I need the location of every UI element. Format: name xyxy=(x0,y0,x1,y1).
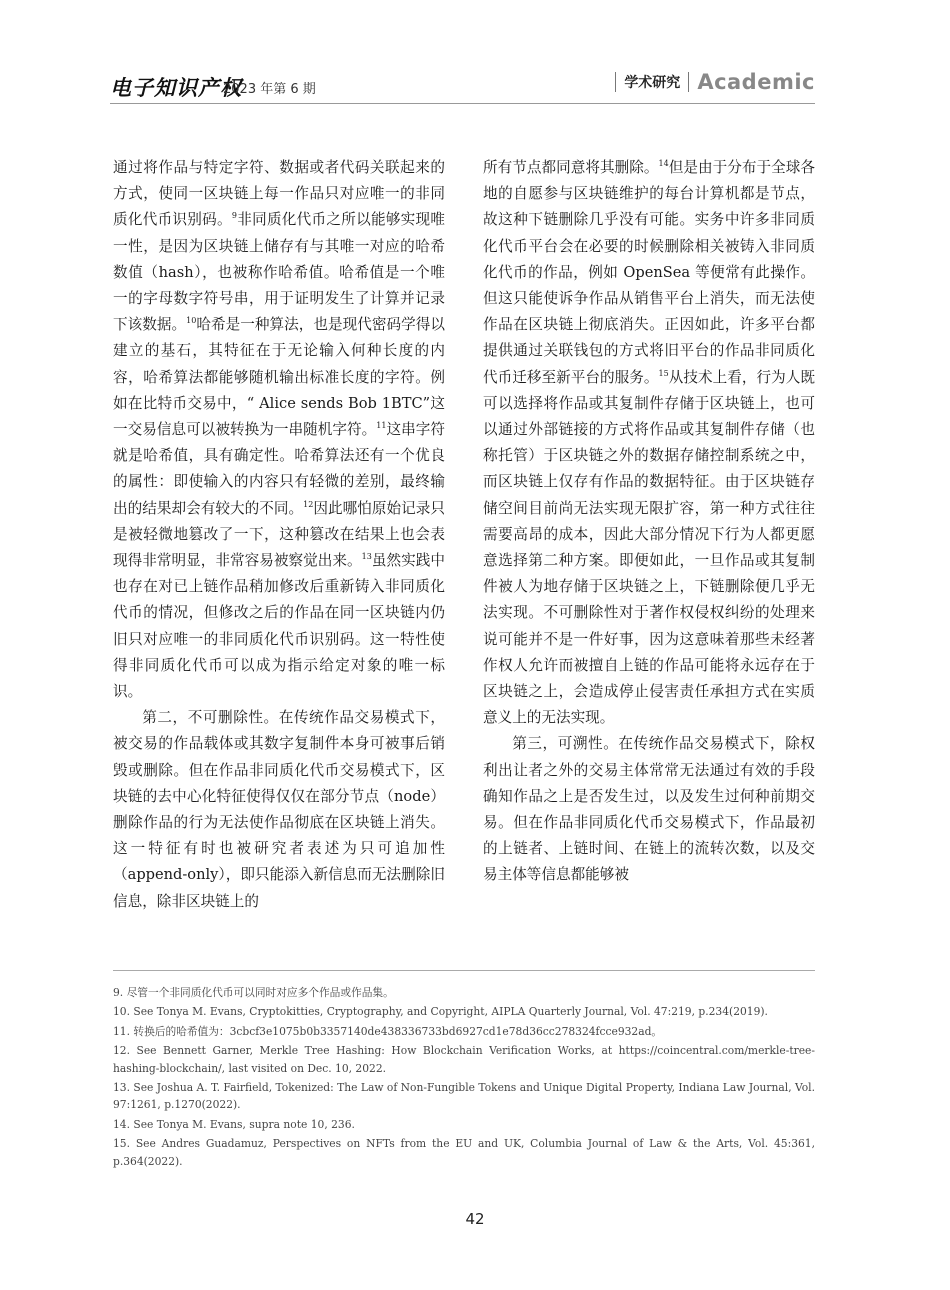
right-paragraph-2: 第三，可溯性。在传统作品交易模式下，除权利出让者之外的交易主体常常无法通过有效的手段确知作品之上是否发生过，以及发生过何种前期交易。但在作品非同质化代币交易模式下，作品最初的上链者、上链时间、在链上的流转次数，以及交易主体等信息都能够被 xyxy=(483,735,815,884)
body-text: 所有节点都同意将其删除。 xyxy=(483,159,659,176)
footnote-ref: 15 xyxy=(658,368,669,378)
body-text: 通过将作品与特定字符、数据或者代码关联起来的方式，使同一区块链上每一作品只对应唯一的非同质化代币识别码。 xyxy=(113,159,445,229)
body-text: 从技术上看，行为人既可以选择将作品或其复制件存储于区块链上，也可以通过外部链接的方式将作品或其复制件存储（也称托管）于区块链之外的数据存储控制系统之中，而区块链上仅存有作品的数据特征。由于区块链存储空间目前尚无法实现无限扩容，第一种方式往往需要高昂的成本，因此大部分情况下行为人都更愿意选择第二种方案。即便如此，一旦作品或其复制件被人为地存储于区块链之上，下链删除便几乎无法实现。不可删除性对于著作权侵权纠纷的处理来说可能并不是一件好事，因为这意味着那些未经著作权人允许而被擅自上链的作品可能将永远存在于区块链之上，会造成停止侵害责任承担方式在实质意义上的无法实现。 xyxy=(483,368,815,727)
left-paragraph-2: 第二，不可删除性。在传统作品交易模式下，被交易的作品载体或其数字复制件本身可被事后销毁或删除。但在作品非同质化代币交易模式下，区块链的去中心化特征使得仅仅在部分节点（node）删除作品的行为无法使作品彻底在区块链上消失。这一特征有时也被研究者表述为只可追加性（append-only），即只能添入新信息而无法删除旧信息，除非区块链上的 xyxy=(113,709,445,910)
page-number: 42 xyxy=(465,1210,485,1228)
footnote: 12. See Bennett Garner, Merkle Tree Hashing: How Blockchain Verification Works, at https://coincentral.com/merkle-tree-hashing-blockchain/, last visited on Dec. 10, 2022. xyxy=(113,1044,815,1075)
right-paragraph-1 xyxy=(483,155,815,731)
journal-logo: 电子知识产权 xyxy=(110,75,242,100)
footnote-ref: 10 xyxy=(186,316,197,326)
body-text: 哈希是一种算法，也是现代密码学得以建立的基石，其特征在于无论输入何种长度的内容，哈希算法都能够随机输出标准长度的字符。例如在比特币交易中，“ Alice sends Bob 1BTC”这一交易信息可以被转换为一串随机字符。 xyxy=(113,316,445,439)
footnote: 11. 转换后的哈希值为：3cbcf3e1075b0b3357140de438336733bd6927cd1e78d36cc278324fcce932ad。 xyxy=(113,1024,663,1038)
section-label-group xyxy=(607,70,815,94)
page-header xyxy=(110,70,815,100)
section-label: 学术研究 xyxy=(624,75,681,91)
left-paragraph-1 xyxy=(113,155,445,705)
footnote: 14. See Tonya M. Evans, supra note 10, 236. xyxy=(113,1117,355,1131)
body-text: 非同质化代币之所以能够实现唯一性，是因为区块链上储存有与其唯一对应的哈希数值（hash），也被称作哈希值。哈希值是一个唯一的字母数字符号串，用于证明发生了计算并记录下该数据。 xyxy=(113,211,445,334)
body-text: 但是由于分布于全球各地的自愿参与区块链维护的每台计算机都是节点，故这种下链删除几乎没有可能。实务中许多非同质化代币平台会在必要的时候删除相关被铸入非同质化代币的作品，例如 OpenSea 等便常有此操作。但这只能使诉争作品从销售平台上消失，而无法使作品在区块链上彻底消失。正因如此，许多平台都提供通过关联钱包的方式将旧平台的作品非同质化代币迁移至新平台的服务。 xyxy=(483,159,815,386)
footnote: 13. See Joshua A. T. Fairfield, Tokenized: The Law of Non-Fungible Tokens and Unique Digital Property, Indiana Law Journal, Vol. 97:1261, p.1270(2022). xyxy=(113,1081,815,1112)
footnote-ref: 11 xyxy=(376,421,387,431)
right-column xyxy=(483,155,815,889)
divider xyxy=(615,72,616,92)
footnote-ref: 13 xyxy=(361,552,372,562)
section-label-en: Academic xyxy=(697,70,815,94)
footnote: 9. 尽管一个非同质化代币可以同时对应多个作品或作品集。 xyxy=(113,986,394,999)
footnote-ref: 14 xyxy=(658,159,669,168)
header-rule xyxy=(110,103,815,104)
divider xyxy=(688,72,689,92)
footnote-ref: 9 xyxy=(231,211,237,221)
footnote: 10. See Tonya M. Evans, Cryptokitties, Cryptography, and Copyright, AIPLA Quarterly Journal, Vol. 47:219, p.234(2019). xyxy=(113,1005,768,1019)
footnotes xyxy=(113,984,815,1172)
footnote-ref: 12 xyxy=(303,499,314,509)
left-column xyxy=(113,155,445,915)
body-text: 虽然实践中也存在对已上链作品稍加修改后重新铸入非同质化代币的情况，但修改之后的作品在同一区块链内仍旧只对应唯一的非同质化代币识别码。这一特性使得非同质化代币可以成为指示给定对象的唯一标识。 xyxy=(113,552,445,701)
issue-label: 2023 年第 6 期 xyxy=(223,82,316,97)
body-text: 因此哪怕原始记录只是被轻微地篡改了一下，这种篡改在结果上也会表现得非常明显，非常容易被察觉出来。 xyxy=(113,499,445,570)
body-text: 这串字符就是哈希值，具有确定性。哈希算法还有一个优良的属性：即使输入的内容只有轻微的差别，最终输出的结果却会有较大的不同。 xyxy=(113,421,445,517)
footnote-rule xyxy=(113,970,815,971)
footnote: 15. See Andres Guadamuz, Perspectives on NFTs from the EU and UK, Columbia Journal of Law & the Arts, Vol. 45:361, p.364(2022). xyxy=(113,1137,815,1168)
